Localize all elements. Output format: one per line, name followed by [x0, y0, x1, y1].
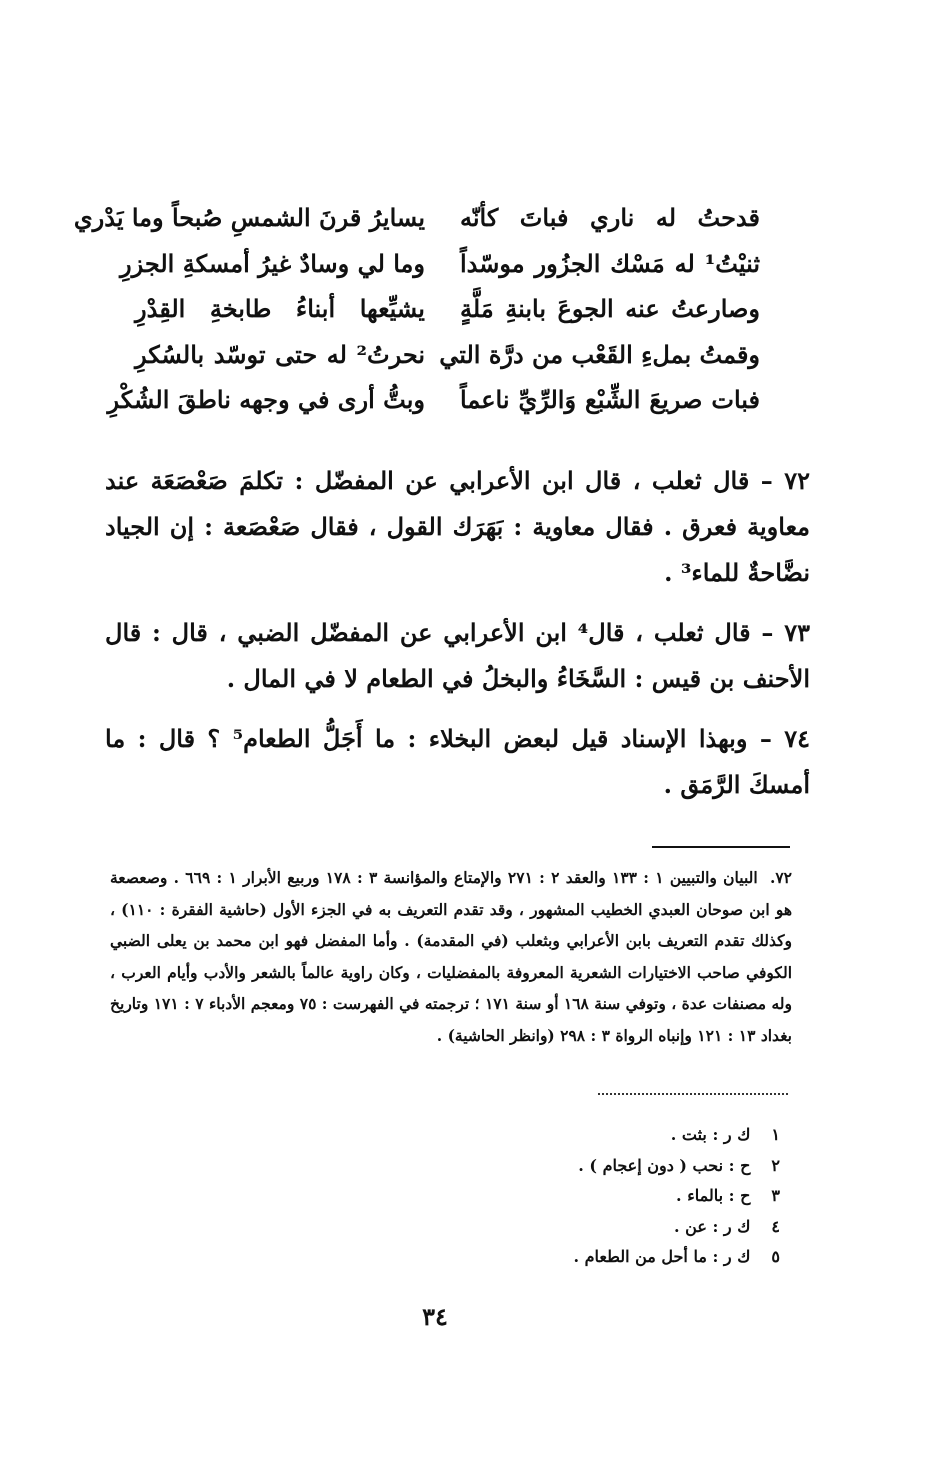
second-hemistich: يسايرُ قرنَ الشمسِ صُبحاً وما يَدْري [73, 203, 425, 232]
second-hemistich: نحرتُ² له حتى توسّد بالسُكرِ [135, 339, 425, 369]
page-number: ٣٤ [422, 1302, 448, 1331]
second-hemistich: وما لي وسادٌ غيرُ أمسكةِ الجزرِ [120, 248, 425, 278]
verse [120, 241, 760, 287]
verse [73, 195, 760, 241]
paragraph-text: – قال ثعلب ، قال⁴ ابن الأعرابي عن المفضّل الضبي ، قال : قال الأحنف بن قيس : السَّخَاءُ والبخلُ في الطعام لا في المال . [105, 618, 810, 693]
footnote-text: البيان والتبيين ١ : ١٣٣ والعقد ٢ : ٢٧١ والإمتاع والمؤانسة ٣ : ١٧٨ وربيع الأبرار ١ : ٦٦٩ . وصعصعة هو ابن صوحان العبدي الخطيب المشهور ، وقد تقدم التعريف به في الجزء الأول (حاشية الفقرة : ١١٠) ، وكذلك تقدم التعريف بابن الأعرابي وبثعلب (في المقدمة) . وأما المفضل فهو ابن محمد بن يعلى الضبي الكوفي صاحب الاختيارات الشعرية المعروفة بالمفضليات ، وكان راوية عالماً بالشعر والأدب وأيام العرب ، وله مصنفات عدة ، وتوفي سنة ١٦٨ أو سنة ١٧١ ؛ ترجمته في الفهرست : ٧٥ ومعجم الأدباء ٧ : ١٧١ وتاريخ بغداد ١٣ : ١٢١ وإنباه الرواة ٣ : ٢٩٨ (وانظر الحاشية) . [110, 868, 792, 1045]
first-hemistich: وقمتُ بملءِ القَعْب من درَّة التي [439, 339, 760, 369]
variant-text: ك ر : ما أحل من الطعام . [573, 1247, 751, 1266]
variant-number: ٥ [771, 1247, 780, 1266]
variant-number: ٢ [771, 1155, 780, 1175]
second-hemistich: وبتُّ أرى في وجهه ناطقَ الشُكْرِ [107, 385, 425, 414]
variant-number: ٣ [771, 1186, 780, 1205]
first-hemistich: وصارعتُ عنه الجوعَ بابنةِ مَلَّةٍ [460, 294, 760, 323]
variant-item [520, 1242, 780, 1273]
footnote-divider [652, 846, 790, 848]
paragraph-number: ٧٣ [784, 618, 811, 647]
paragraph-73 [105, 610, 810, 702]
paragraph-72 [105, 458, 810, 596]
variant-text: ك ر : عن . [674, 1216, 751, 1236]
variant-item [520, 1120, 780, 1151]
first-hemistich: ثنيْتُ¹ له مَسْك الجزُور موسّداً [460, 248, 760, 278]
variant-text: ك ر : بثت . [670, 1125, 751, 1144]
variants-divider [598, 1093, 788, 1095]
verse [135, 332, 760, 378]
poem [73, 195, 760, 423]
paragraph-text: – قال ثعلب ، قال ابن الأعرابي عن المفضّل : تكلمَ صَعْصَعَة عند معاوية فعرق . فقال معاوية : بَهَرَك القول ، فقال صَعْصَعة : إن الجياد نضَّاحةٌ للماء³ . [105, 466, 810, 587]
variant-number: ١ [771, 1125, 780, 1144]
variant-item [520, 1151, 780, 1182]
paragraph-number: ٧٢ [784, 466, 811, 495]
variant-number: ٤ [771, 1216, 780, 1236]
verse [107, 377, 760, 423]
first-hemistich: فبات صريعَ الشِّبْع وَالرِّيِّ ناعماً [460, 385, 760, 414]
second-hemistich: يشيِّعها أبناءُ طابخةِ القِدْرِ [135, 294, 425, 323]
footnote-72 [110, 862, 792, 1051]
variant-text: ح : نحب ( دون إعجام ) . [578, 1155, 751, 1175]
paragraph-number: ٧٤ [784, 724, 811, 753]
variant-text: ح : بالماء . [676, 1186, 751, 1205]
footnote-number: ٧٢. [769, 868, 792, 887]
paragraph-text: – وبهذا الإسناد قيل لبعض البخلاء : ما أَجَلُّ الطعام⁵ ؟ قال : ما أمسكَ الرَّمَق . [105, 724, 810, 799]
paragraph-74 [105, 716, 810, 808]
verse [135, 286, 760, 332]
first-hemistich: قدحتُ له ناري فباتَ كأنّه [460, 203, 760, 232]
variant-readings [520, 1120, 780, 1273]
variant-item [520, 1181, 780, 1212]
variant-item [520, 1212, 780, 1243]
